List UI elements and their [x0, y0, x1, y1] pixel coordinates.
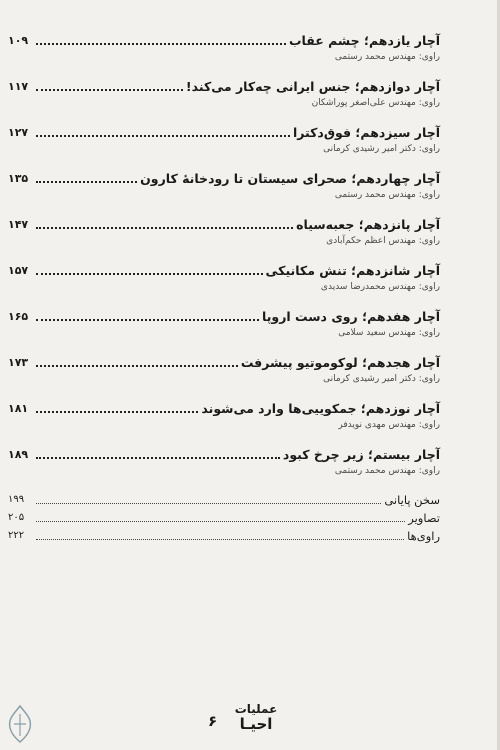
dot-leader [36, 457, 280, 459]
dot-leader [36, 503, 381, 504]
toc-entry[interactable] [8, 444, 440, 490]
dot-leader [36, 319, 259, 321]
toc-extra-page: ۲۰۵ [8, 512, 25, 523]
toc-entry[interactable] [8, 214, 440, 260]
toc-entry-page: ۱۶۵ [8, 310, 29, 323]
toc-entry-page: ۱۸۱ [8, 402, 29, 415]
dot-leader [36, 521, 405, 522]
toc-entry[interactable] [8, 398, 440, 444]
dot-leader [36, 181, 137, 183]
toc-entry-page: ۱۲۷ [8, 126, 29, 139]
logo-line-1: عملیات [234, 702, 278, 716]
toc-entry-page: ۱۱۷ [8, 80, 29, 93]
toc-entry[interactable] [8, 122, 440, 168]
toc-entry[interactable] [8, 352, 440, 398]
toc-extra-title: سخن پایانی [384, 493, 440, 507]
toc-entry-narrator: راوی: مهندس مهدی نویدفر [338, 420, 440, 430]
toc-entry-title: آچار هجدهم؛ لوکوموتیو پیشرفت [240, 355, 440, 370]
toc-extra-entry[interactable] [8, 526, 440, 544]
toc-entry-title: آچار شانزدهم؛ تنش مکانیکی [265, 263, 440, 278]
toc-entry-page: ۱۷۳ [8, 356, 29, 369]
toc-extra-entry[interactable] [8, 490, 440, 508]
toc-entry-narrator: راوی: مهندس اعظم حکم‌آبادی [326, 236, 440, 246]
toc-extra-page: ۱۹۹ [8, 494, 25, 505]
logo-line-2: احیـا [239, 715, 273, 733]
back-matter-list [8, 490, 440, 544]
toc-entry[interactable] [8, 306, 440, 352]
toc-entry[interactable] [8, 168, 440, 214]
toc-entry-title: آچار بیستم؛ زیر چرخ کبود [282, 447, 440, 462]
dot-leader [36, 135, 290, 137]
toc-entry-page: ۱۳۵ [8, 172, 29, 185]
toc-entry-narrator: راوی: مهندس محمد رستمی [334, 52, 440, 62]
toc-entry-title: آچار پانزدهم؛ جعبه‌سیاه [296, 217, 440, 232]
toc-entry-title: آچار دوازدهم؛ جنس ایرانی چه‌کار می‌کند! [185, 79, 440, 94]
toc-entry-page: ۱۸۹ [8, 448, 29, 461]
table-of-contents [8, 30, 440, 490]
toc-entry-title: آچار هفدهم؛ روی دست اروپا [262, 309, 440, 324]
toc-extra-page: ۲۲۲ [8, 530, 25, 541]
toc-entry-title: آچار یازدهم؛ چشم عقاب [288, 33, 440, 48]
toc-entry[interactable] [8, 260, 440, 306]
toc-entry-narrator: راوی: دکتر امیر رشیدی کرمانی [323, 374, 440, 384]
toc-entry-page: ۱۰۹ [8, 34, 29, 47]
page-number: ۶ [208, 712, 218, 730]
toc-entry-title: آچار نوزدهم؛ جمکوییی‌ها وارد می‌شوند [201, 401, 440, 416]
dot-leader [36, 273, 263, 275]
toc-extra-entry[interactable] [8, 508, 440, 526]
toc-extra-title: تصاویر [408, 511, 440, 525]
toc-entry-title: آچار سیزدهم؛ فوق‌دکترا [293, 125, 440, 140]
dot-leader [36, 365, 238, 367]
toc-entry-page: ۱۵۷ [8, 264, 29, 277]
dot-leader [36, 89, 183, 91]
dot-leader [36, 43, 286, 45]
dot-leader [36, 411, 198, 413]
toc-entry[interactable] [8, 76, 440, 122]
toc-entry-title: آچار چهاردهم؛ صحرای سیستان تا رودخانهٔ کارون [140, 171, 440, 186]
toc-entry[interactable] [8, 30, 440, 76]
toc-extra-title: راوی‌ها [407, 529, 440, 543]
toc-entry-narrator: راوی: مهندس علی‌اصغر پوراشکان [311, 98, 440, 108]
dot-leader [36, 539, 404, 540]
dot-leader [36, 227, 293, 229]
toc-entry-narrator: راوی: مهندس محمد رستمی [334, 466, 440, 476]
page-footer [0, 692, 500, 742]
toc-entry-narrator: راوی: دکتر امیر رشیدی کرمانی [323, 144, 440, 154]
toc-entry-narrator: راوی: مهندس سعید سلامی [338, 328, 440, 338]
toc-entry-narrator: راوی: مهندس محمدرضا سدیدی [320, 282, 440, 292]
toc-entry-page: ۱۴۷ [8, 218, 29, 231]
book-title-logo [228, 702, 284, 732]
toc-entry-narrator: راوی: مهندس محمد رستمی [334, 190, 440, 200]
watermark-emblem-icon [4, 704, 36, 744]
